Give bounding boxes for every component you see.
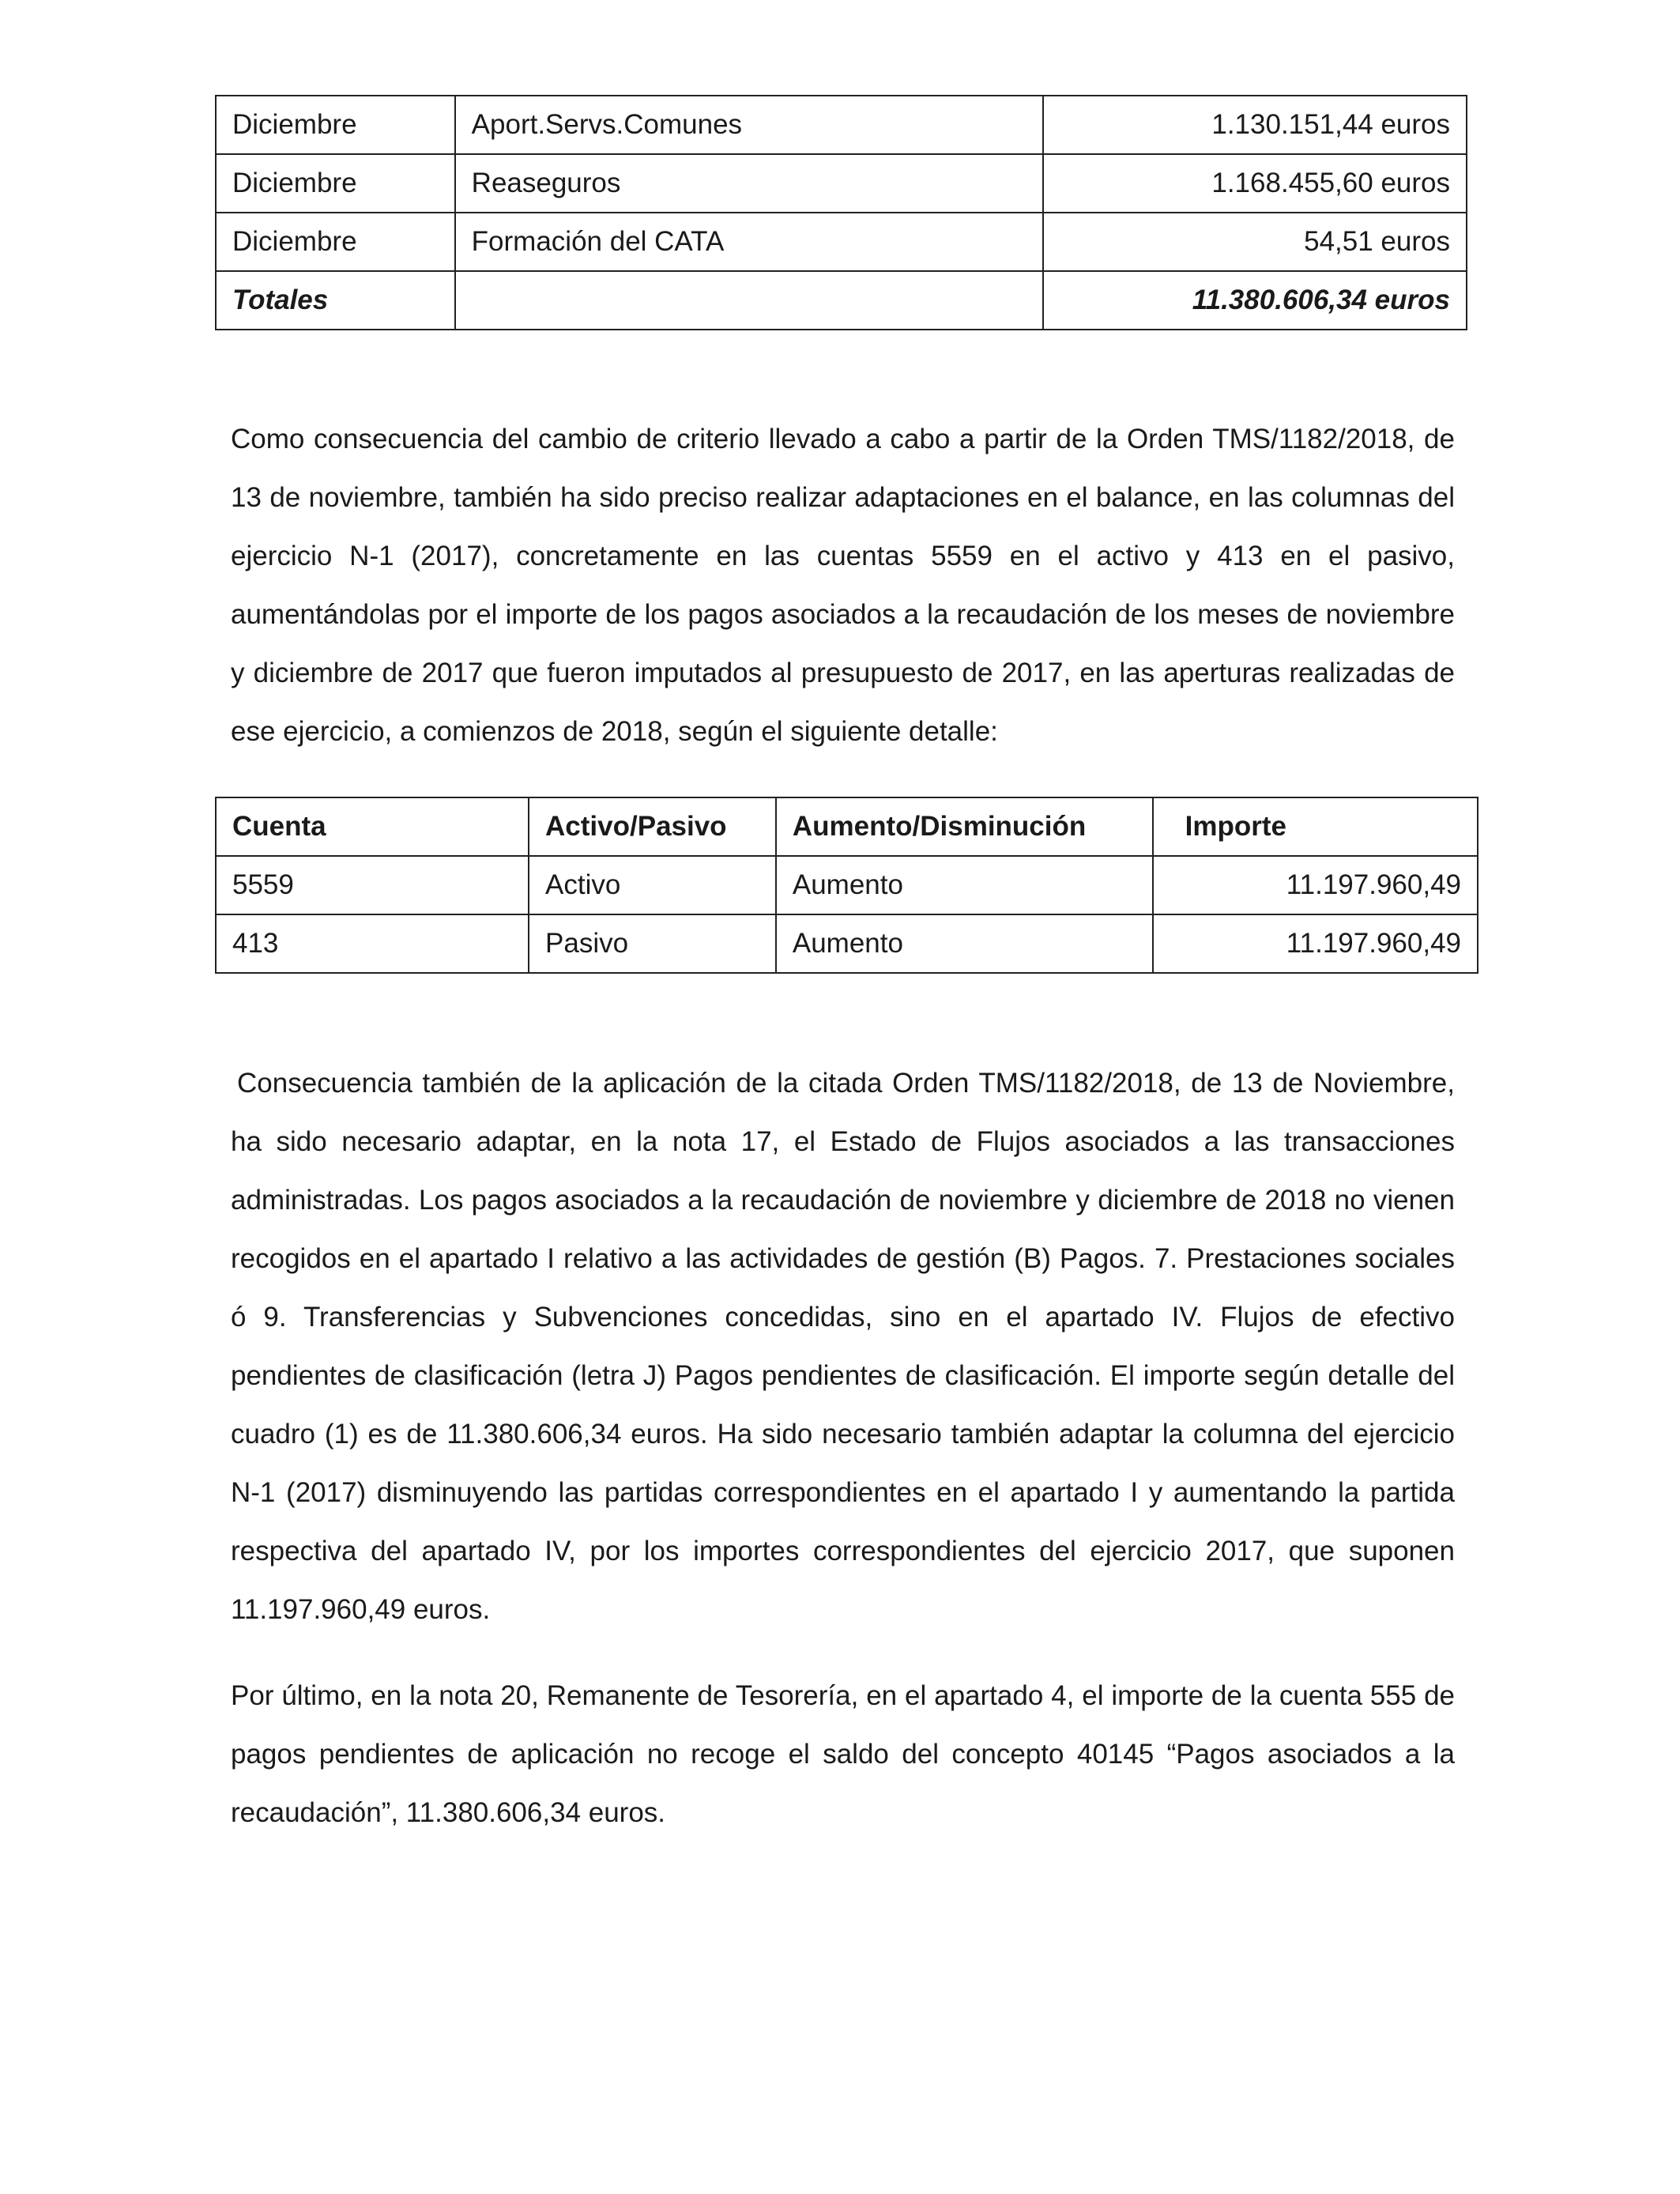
month-cell: Diciembre [216, 154, 455, 213]
tipo-cell: Activo [529, 856, 776, 914]
concept-cell: Reaseguros [455, 154, 1043, 213]
totals-amount: 11.380.606,34 euros [1043, 271, 1467, 330]
header-importe: Importe [1153, 797, 1478, 856]
amount-cell: 54,51 euros [1043, 213, 1467, 271]
empty-cell [455, 271, 1043, 330]
totals-row [216, 271, 1467, 330]
amount-cell: 1.130.151,44 euros [1043, 96, 1467, 154]
concept-cell: Aport.Servs.Comunes [455, 96, 1043, 154]
paragraph-cash-flows-text: Consecuencia también de la aplicación de la citada Orden TMS/1182/2018, de 13 de Noviembre, ha sido necesario adaptar, en la nota 17, el Estado de Flujos asociados a las transacciones administradas. Los pagos asociados a la recaudación de noviembre y diciembre de 2018 no vienen recogidos en el apartado I relativo a las actividades de gestión (B) Pagos. 7. Prestaciones sociales ó 9. Transferencias y Subvenciones concedidas, sino en el apartado IV. Flujos de efectivo pendientes de clasificación (letra J) Pagos pendientes de clasificación. El importe según detalle del cuadro (1) es de 11.380.606,34 euros. Ha sido necesario también adaptar la columna del ejercicio N-1 (2017) disminuyendo las partidas correspondientes en el apartado I y aumentando la partida respectiva del apartado IV, por los importes correspondientes del ejercicio 2017, que suponen 11.197.960,49 euros. [231, 1068, 1455, 1625]
variacion-cell: Aumento [776, 856, 1153, 914]
month-cell: Diciembre [216, 96, 455, 154]
table-row [216, 856, 1478, 914]
cuenta-cell: 5559 [216, 856, 529, 914]
paragraph-balance-adjustments: Como consecuencia del cambio de criterio llevado a cabo a partir de la Orden TMS/1182/2018, de 13 de noviembre, también ha sido preciso realizar adaptaciones en el balance, en las columnas del ejercicio N-1 (2017), concretamente en las cuentas 5559 en el activo y 413 en el pasivo, aumentándolas por el importe de los pagos asociados a la recaudación de los meses de noviembre y diciembre de 2017 que fueron imputados al presupuesto de 2017, en las aperturas realizadas de ese ejercicio, a comienzos de 2018, según el siguiente detalle: [231, 424, 1455, 747]
tipo-cell: Pasivo [529, 914, 776, 973]
table-row [216, 96, 1467, 154]
concept-cell: Formación del CATA [455, 213, 1043, 271]
paragraph-treasury-remainder: Por último, en la nota 20, Remanente de Tesorería, en el apartado 4, el importe de la cuenta 555 de pagos pendientes de aplicación no recoge el saldo del concepto 40145 “Pagos asociados a la recaudación”, 11.380.606,34 euros. [231, 1680, 1455, 1828]
table-row [216, 154, 1467, 213]
importe-cell: 11.197.960,49 [1153, 914, 1478, 973]
header-aumento-disminucion: Aumento/Disminución [776, 797, 1153, 856]
importe-cell: 11.197.960,49 [1153, 856, 1478, 914]
amounts-table [215, 95, 1467, 330]
header-activo-pasivo: Activo/Pasivo [529, 797, 776, 856]
table-row [216, 213, 1467, 271]
totals-label: Totales [216, 271, 455, 330]
header-cuenta: Cuenta [216, 797, 529, 856]
amount-cell: 1.168.455,60 euros [1043, 154, 1467, 213]
month-cell: Diciembre [216, 213, 455, 271]
paragraph-cash-flows [231, 1054, 1455, 1639]
table-header-row [216, 797, 1478, 856]
variacion-cell: Aumento [776, 914, 1153, 973]
cuenta-cell: 413 [216, 914, 529, 973]
accounts-table [215, 797, 1478, 974]
table-row [216, 914, 1478, 973]
